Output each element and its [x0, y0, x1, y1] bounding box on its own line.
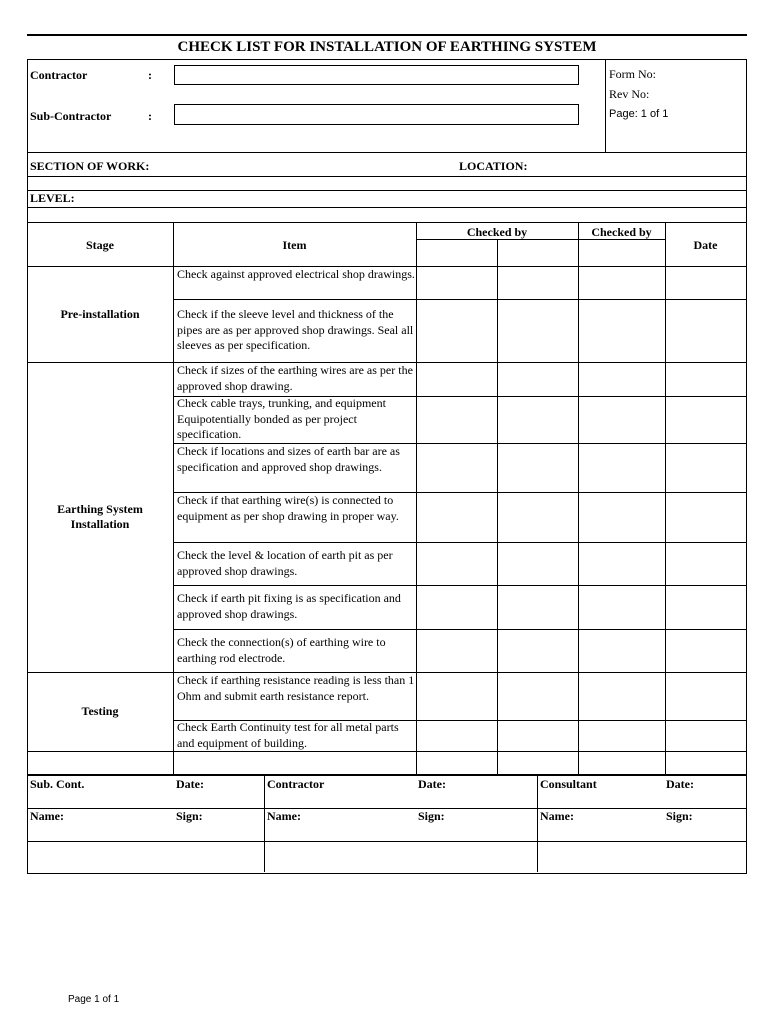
- rule: [27, 190, 746, 191]
- checklist-item-2: Check if the sleeve level and thickness of the pipes are as per approved shop drawings. Seal all sleeves as per specification.: [177, 307, 414, 352]
- checklist-item-8: Check if earth pit fixing is as specification and approved shop drawings.: [177, 591, 401, 621]
- page-number: Page: 1 of 1: [609, 108, 669, 120]
- col-header-checked-by-2: Checked by: [591, 225, 652, 239]
- signoff-sub-cont-sign: Sign:: [176, 809, 203, 823]
- col-header-checked-by-1: Checked by: [466, 225, 528, 239]
- checklist-item-6: Check if that earthing wire(s) is connected to equipment as per shop drawing in proper way.: [177, 493, 399, 523]
- row-line: [173, 542, 746, 543]
- signoff-contractor-date: Date:: [418, 777, 446, 791]
- col-header-date: Date: [693, 238, 718, 252]
- subcontractor-colon: :: [148, 109, 152, 123]
- col-line: [665, 222, 666, 774]
- location-label: LOCATION:: [459, 159, 528, 173]
- checklist-item-1: Check against approved electrical shop drawings.: [177, 267, 415, 281]
- checklist-item-7: Check the level & location of earth pit as per approved shop drawings.: [177, 548, 393, 578]
- contractor-field[interactable]: [174, 65, 579, 85]
- col-line: [173, 222, 174, 774]
- row-line: [173, 299, 746, 300]
- section-of-work-label: SECTION OF WORK:: [30, 159, 150, 173]
- col-header-stage: Stage: [86, 238, 114, 252]
- checklist-item-5: Check if locations and sizes of earth bar are as specification and approved shop drawings.: [177, 444, 400, 474]
- footer-page: Page 1 of 1: [68, 994, 120, 1005]
- level-label: LEVEL:: [30, 191, 75, 205]
- row-line: [173, 585, 746, 586]
- signoff-line: [537, 774, 538, 872]
- rev-no: Rev No:: [609, 87, 650, 101]
- stage-earthing-system: Earthing System: [57, 502, 143, 516]
- rule: [27, 222, 746, 223]
- signoff-line: [264, 774, 265, 872]
- top-rule: [27, 34, 747, 36]
- signoff-line: [27, 808, 746, 809]
- signoff-consultant-name: Name:: [540, 809, 574, 823]
- rule: [27, 152, 746, 153]
- row-line: [27, 751, 746, 752]
- signoff-sub-cont-date: Date:: [176, 777, 204, 791]
- subcontractor-field[interactable]: [174, 104, 579, 125]
- header-divider: [605, 59, 606, 152]
- col-line: [578, 222, 579, 774]
- row-line: [27, 774, 746, 776]
- signoff-sub-cont: Sub. Cont.: [30, 777, 85, 791]
- signoff-line: [27, 841, 746, 842]
- signoff-sub-cont-name: Name:: [30, 809, 64, 823]
- row-line: [173, 629, 746, 630]
- rule: [27, 176, 746, 177]
- checklist-item-11: Check Earth Continuity test for all metal parts and equipment of building.: [177, 720, 399, 750]
- form-no: Form No:: [609, 67, 657, 81]
- contractor-colon: :: [148, 68, 152, 82]
- rule: [416, 239, 665, 240]
- col-line: [416, 222, 417, 774]
- checklist-item-10: Check if earthing resistance reading is less than 1 Ohm and submit earth resistance report.: [177, 673, 415, 703]
- contractor-label: Contractor: [30, 68, 88, 82]
- subcontractor-label: Sub-Contractor: [30, 109, 112, 123]
- page-title: CHECK LIST FOR INSTALLATION OF EARTHING SYSTEM: [177, 39, 597, 55]
- stage-earthing-installation: Installation: [70, 517, 130, 531]
- col-line: [497, 239, 498, 774]
- signoff-contractor-sign: Sign:: [418, 809, 445, 823]
- stage-pre-installation: Pre-installation: [60, 307, 140, 321]
- signoff-contractor-name: Name:: [267, 809, 301, 823]
- checklist-item-3: Check if sizes of the earthing wires are as per the approved shop drawing.: [177, 363, 413, 393]
- stage-testing: Testing: [81, 704, 119, 718]
- signoff-consultant: Consultant: [540, 777, 597, 791]
- signoff-consultant-date: Date:: [666, 777, 694, 791]
- checklist-item-4: Check cable trays, trunking, and equipment Equipotentially bonded as per project specification.: [177, 396, 386, 441]
- rule: [27, 207, 746, 208]
- checklist-item-9: Check the connection(s) of earthing wire to earthing rod electrode.: [177, 635, 386, 665]
- signoff-consultant-sign: Sign:: [666, 809, 693, 823]
- col-header-item: Item: [282, 238, 307, 252]
- signoff-contractor: Contractor: [267, 777, 325, 791]
